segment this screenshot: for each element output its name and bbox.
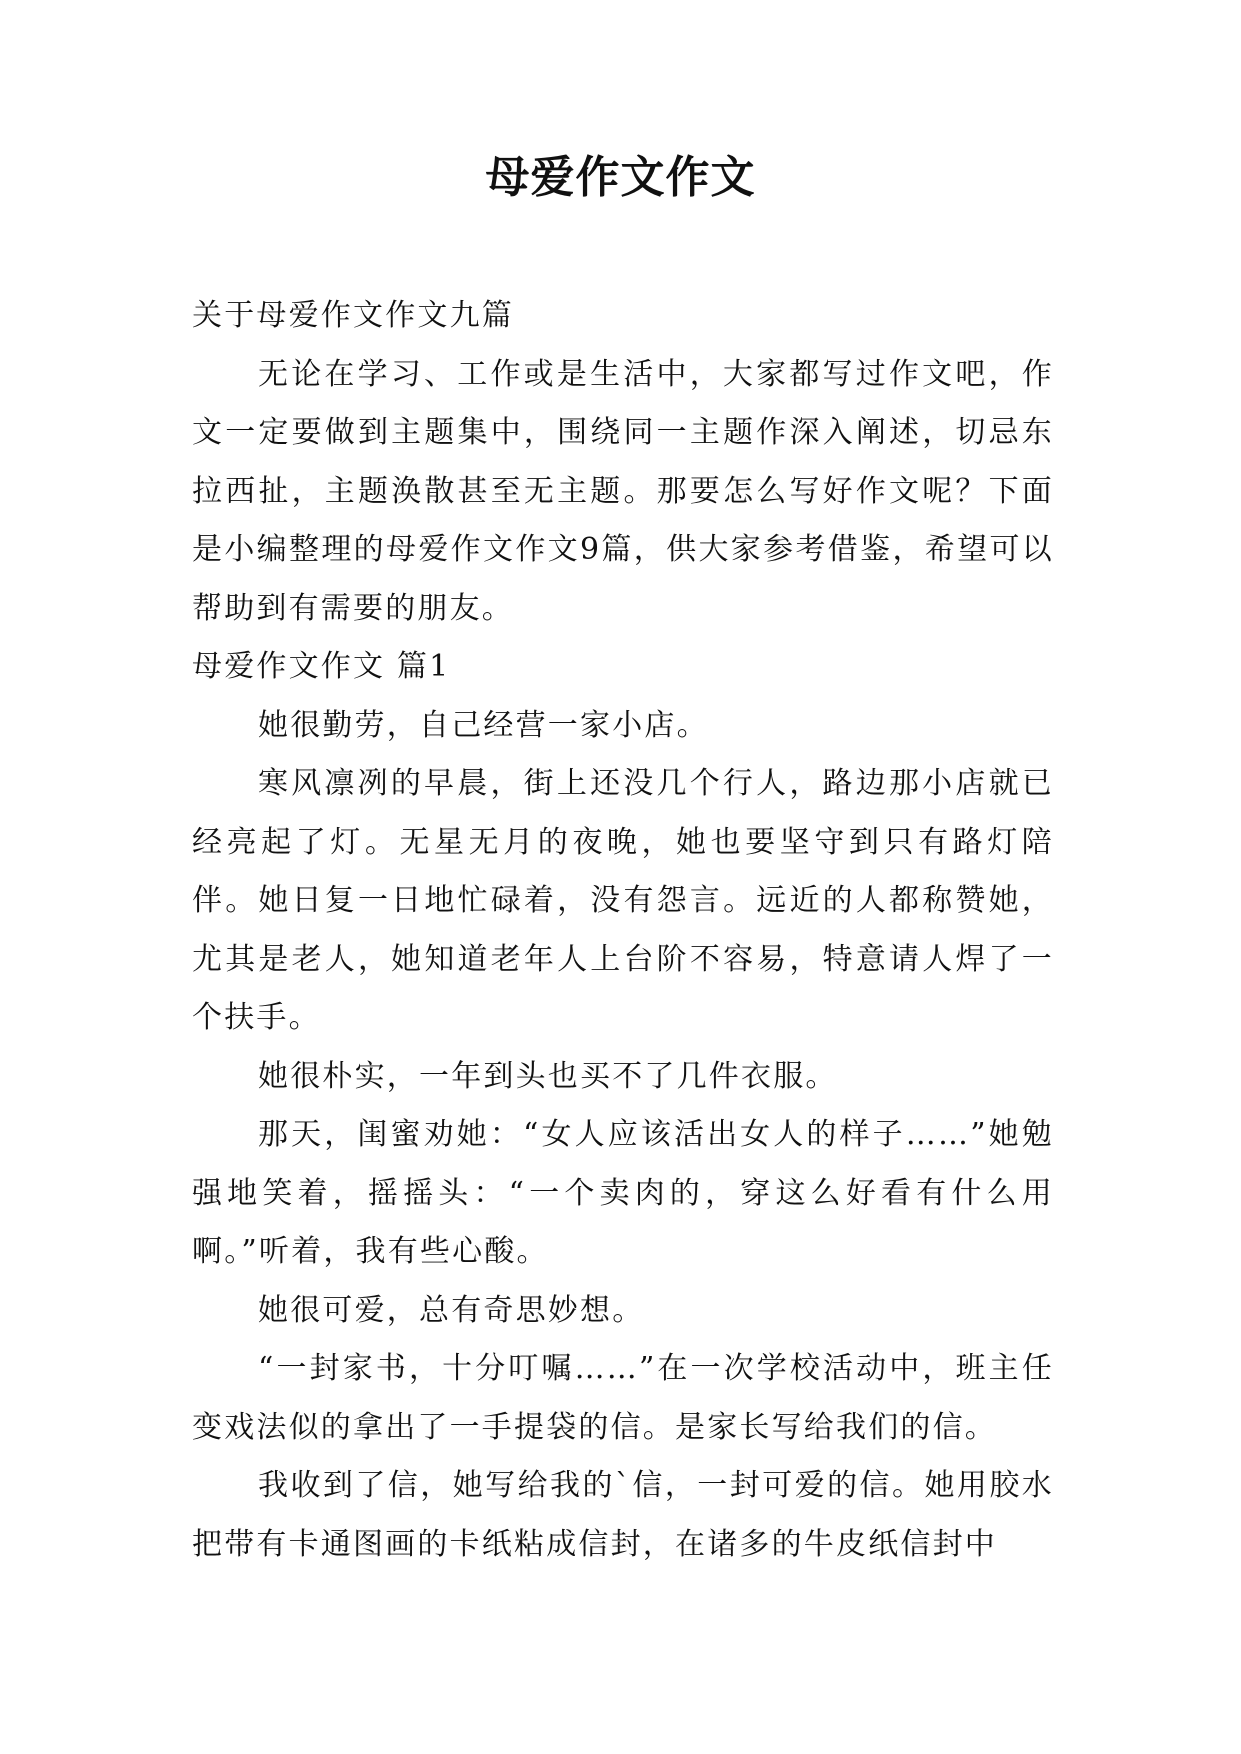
body-paragraph: 我收到了信，她写给我的`信，一封可爱的信。她用胶水把带有卡通图画的卡纸粘成信封，在诸多的牛皮纸信封中 <box>192 1468 1054 1562</box>
document-body <box>192 287 1054 1574</box>
body-paragraph: “一封家书，十分叮嘱……”在一次学校活动中，班主任变戏法似的拿出了一手提袋的信。是家长写给我们的信。 <box>192 1351 1054 1445</box>
body-paragraph: 寒风凛冽的早晨，街上还没几个行人，路边那小店就已经亮起了灯。无星无月的夜晚，她也要坚守到只有路灯陪伴。她日复一日地忙碌着，没有怨言。远近的人都称赞她，尤其是老人，她知道老年人上台阶不容易，特意请人焊了一个扶手。 <box>192 766 1054 1035</box>
subtitle-heading: 关于母爱作文作文九篇 <box>192 298 514 333</box>
document-title: 母爱作文作文 <box>485 152 756 203</box>
body-paragraph: 她很朴实，一年到头也买不了几件衣服。 <box>258 1058 838 1094</box>
body-paragraph: 她很勤劳，自己经营一家小店。 <box>258 707 709 743</box>
body-paragraph: 那天，闺蜜劝她：“女人应该活出女人的样子……”她勉强地笑着，摇摇头：“一个卖肉的，穿这么好看有什么用啊。”听着，我有些心酸。 <box>192 1117 1054 1269</box>
body-paragraph: 她很可爱，总有奇思妙想。 <box>258 1292 645 1328</box>
section-heading: 母爱作文作文 篇1 <box>192 649 451 684</box>
intro-paragraph: 无论在学习、工作或是生活中，大家都写过作文吧，作文一定要做到主题集中，围绕同一主题作深入阐述，切忌东拉西扯，主题涣散甚至无主题。那要怎么写好作文呢？下面是小编整理的母爱作文作文9篇，供大家参考借鉴，希望可以帮助到有需要的朋友。 <box>192 356 1054 626</box>
